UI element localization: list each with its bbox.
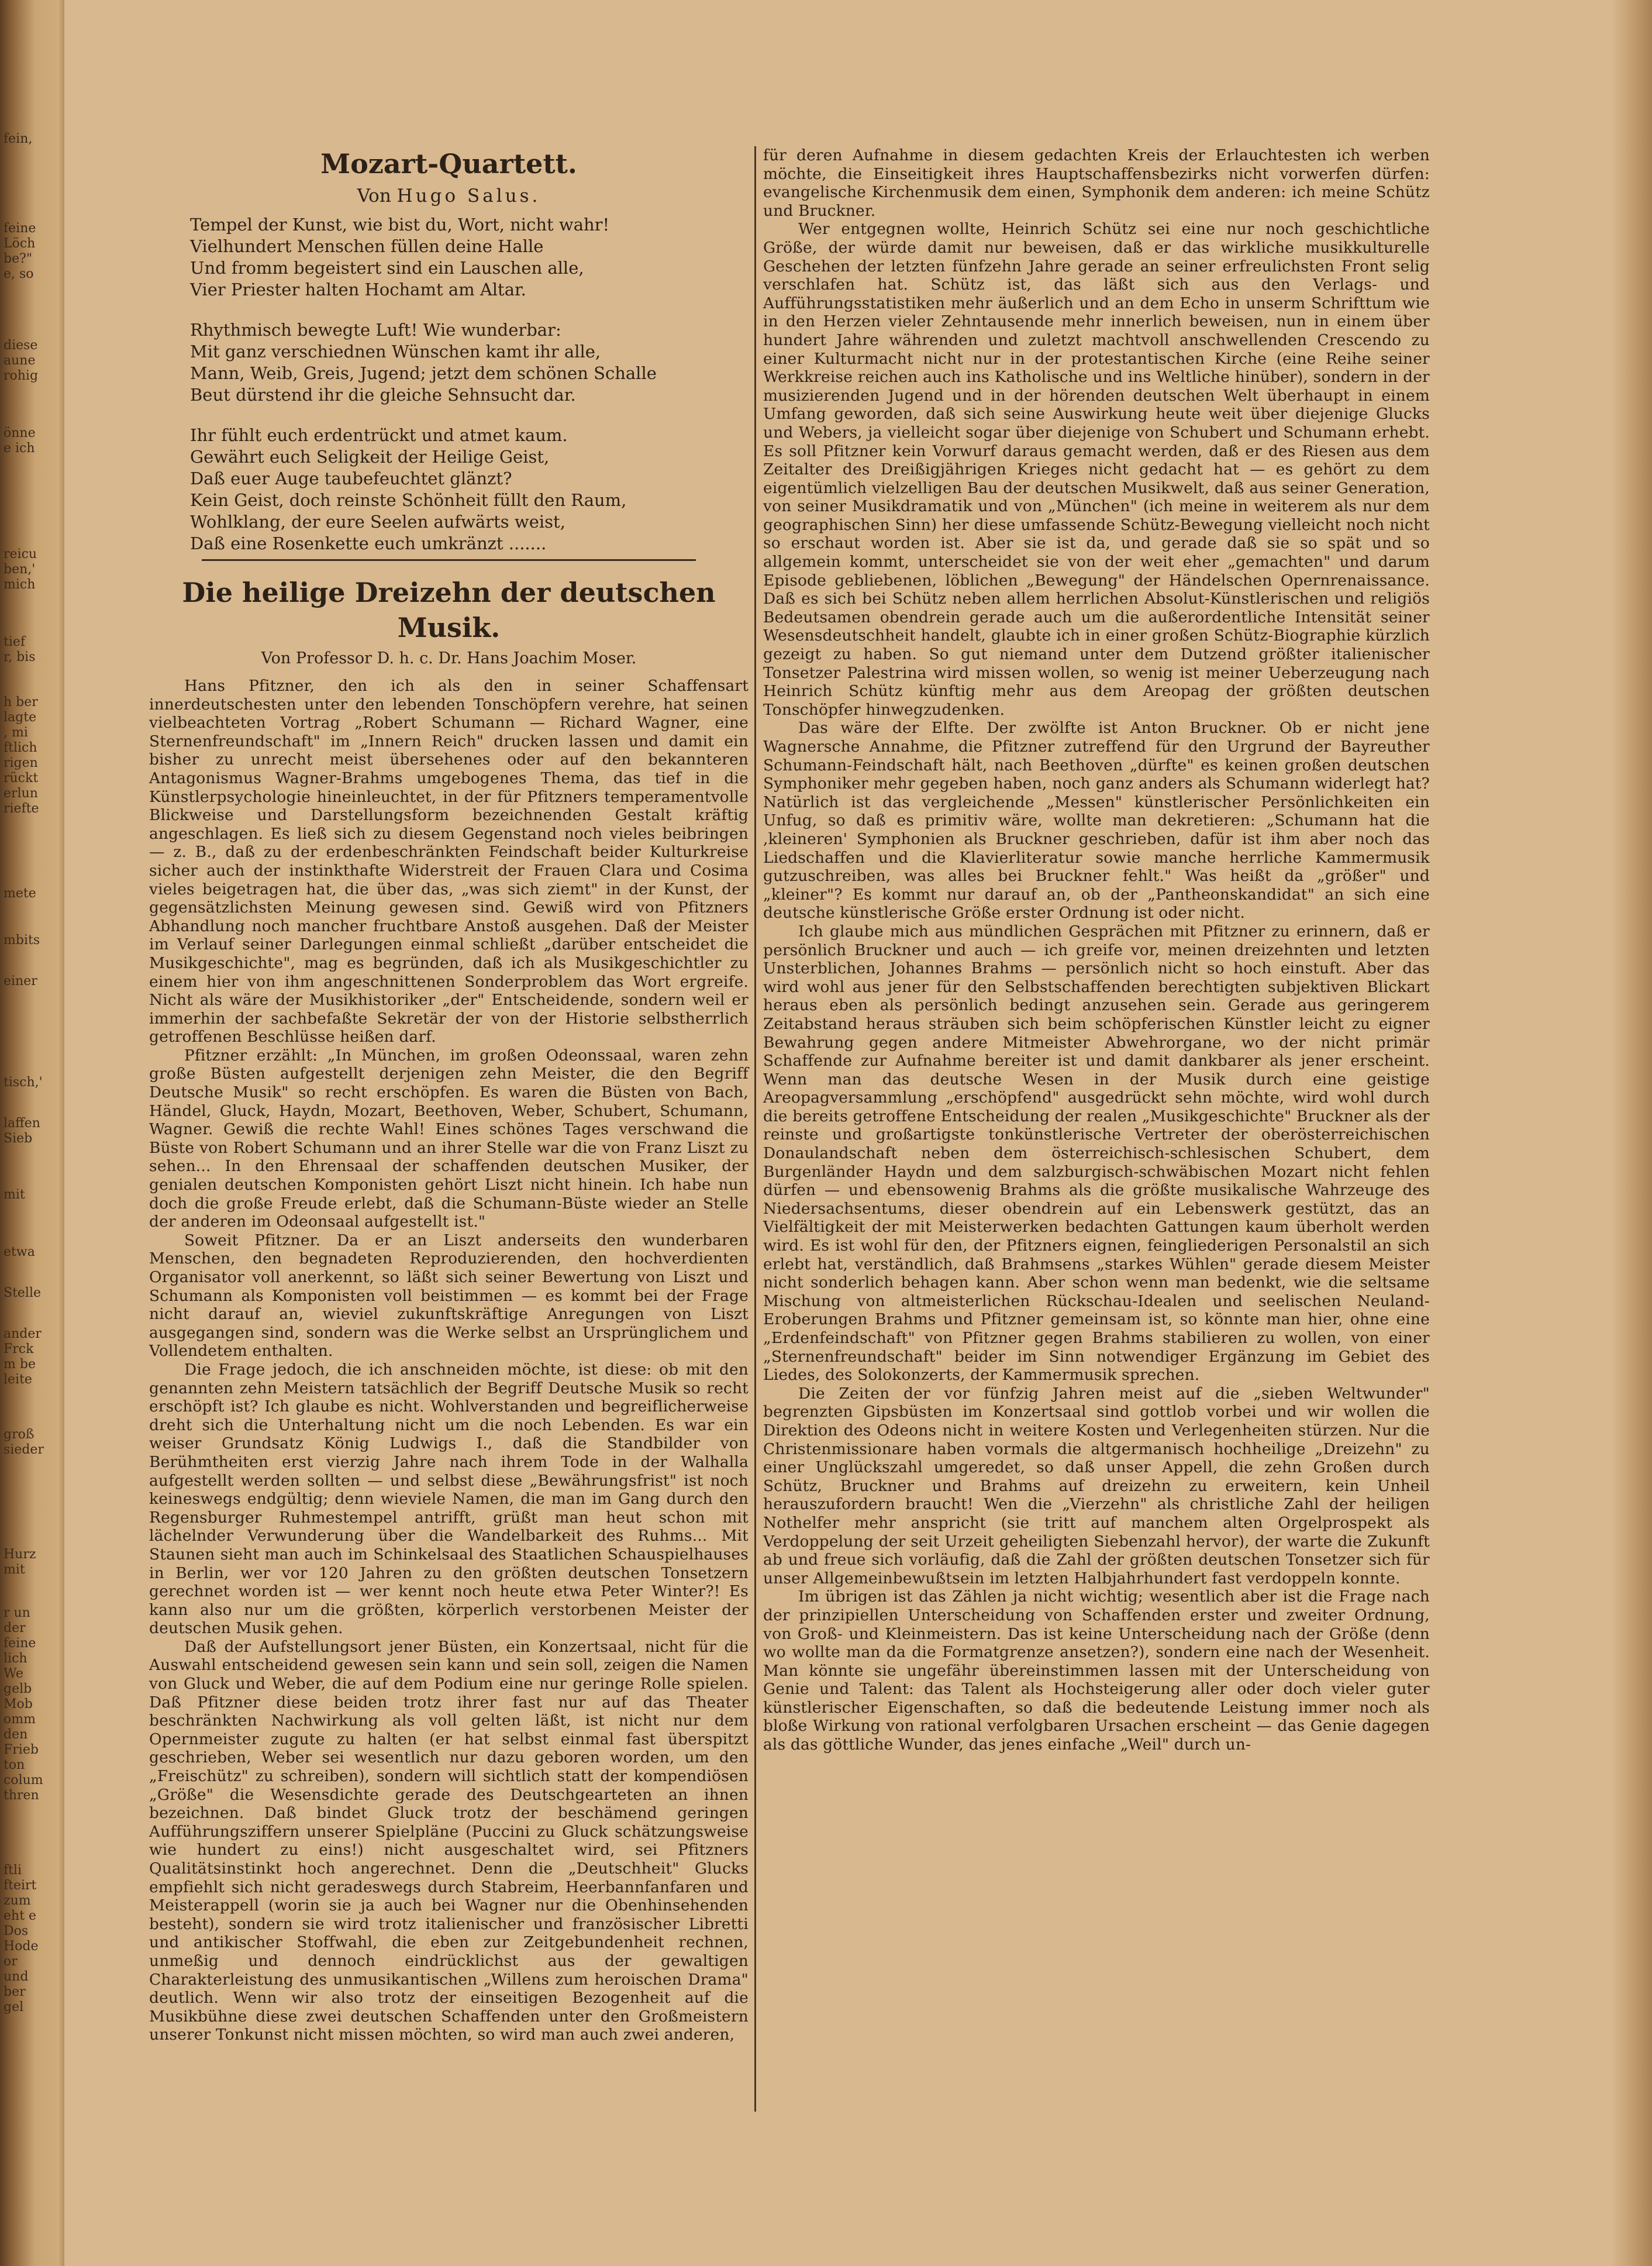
poem-line: Beut dürstend ihr die gleiche Sehnsucht dar. [190,385,576,405]
poem-line: Vielhundert Menschen füllen deine Halle [190,236,544,256]
poem-line: Daß eine Rosenkette euch umkränzt ....... [190,533,547,553]
gutter-fragment: önne e ich [4,426,36,456]
gutter-fragment: etwa [4,1245,35,1259]
paragraph: Das wäre der Elfte. Der zwölfte ist Anton Bruckner. Ob er nicht jene Wagnersche Annahme, die Pfitzner zutreffend für den Urgrund der Bayreuther Schumann-Feindschaft hält, nach Beethoven „dürfte" es keinen großen deutschen Symphoniker mehr gegeben haben, noch ganz anders als Schumann widerlegt hat? Natürlich ist das vergleichende „Messen" künstlerischer Persönlichkeiten ein Unfug, so daß es primitiv wäre, wollte man dekretieren: „Schumann hat die ,kleineren' Symphonien als Bruckner geschrieben, dafür ist ihm aber noch das Liedschaffen und die Klavierliteratur sowie manche herrliche Kammermusik gutzuschreiben, was alles bei Bruckner fehlt." Was heißt da „größer" und „kleiner"? Es kommt nur darauf an, ob der „Pantheonskandidat" an sich eine deutsche künstlerische Größe erster Ordnung ist oder nicht. [763,719,1430,922]
poem-stanza [190,319,749,406]
byline-prefix: Von [357,185,391,206]
gutter-fragment: laffen Sieb [4,1116,40,1146]
poem-stanza [190,425,749,555]
poem-line: Und fromm begeistert sind ein Lauschen alle, [190,258,584,278]
gutter-fragment: mete [4,886,36,901]
poem-line: Tempel der Kunst, wie bist du, Wort, nicht wahr! [190,215,610,235]
gutter-fragment: tief r, bis [4,635,36,664]
left-column [149,146,749,2044]
gutter-fragment: ftli fteirt zum eht e Dos Hode or und ber gel [4,1863,39,2014]
article-body-right [763,146,1430,1754]
gutter-fragment: einer [4,974,37,989]
gutter-fragment: r un der feine lich We gelb Mob omm den Frieb ton colum thren [4,1606,43,1803]
gutter-fragment: ander Frck m be leite [4,1327,42,1387]
paragraph: Die Frage jedoch, die ich anschneiden möchte, ist diese: ob mit den genannten zehn Meistern tatsächlich der Begriff Deutsche Musik so recht erschöpft ist? Ich glaube es nicht. Wohlverstanden und begreiflicherweise dreht sich die Unterhaltung nicht um die noch Lebenden. Es war ein weiser Grundsatz König Ludwigs I., daß die Standbilder von Berühmtheiten erst vierzig Jahre nach ihrem Tode in der Walhalla aufgestellt werden sollten — und selbst diese „Bewährungsfrist" ist noch keineswegs endgültig; denn wieviele Namen, die man im Gang durch den Regensburger Ruhmestempel antrifft, grüßt man heut schon mit lächelnder Verwunderung über die Wandelbarkeit des Ruhms... Mit Staunen sieht man auch im Schinkelsaal des Staatlichen Schauspielhauses in Berlin, wer vor 120 Jahren zu den größten deutschen Tonsetzern gerechnet worden ist — wer kennt noch heute etwa Peter Winter?! Es kann also nur um die größten, körperlich verstorbenen Meister der deutschen Musik gehen. [149,1360,749,1638]
right-column [763,146,1430,1754]
poem-line: Daß euer Auge taubefeuchtet glänzt? [190,469,512,488]
adjacent-page-gutter [0,0,64,2266]
paragraph: Daß der Aufstellungsort jener Büsten, ein Konzertsaal, nicht für die Auswahl entscheidend gewesen sein kann und sein soll, zeigen die Namen von Gluck und Weber, die auf dem Podium eine nur geringe Rolle spielen. Daß Pfitzner diese beiden trotz ihrer fast nur auf das Theater beschränkten Nachwirkung als voll gelten läßt, ist nicht nur dem Opernmeister zugute zu halten (er hat selbst einmal fast überspitzt geschrieben, Weber sei wesentlich nur dazu geboren worden, um den „Freischütz" zu schreiben), sondern will sichtlich statt der kompendiösen „Größe" die Wesensdichte gerade des Deutschgearteten an ihnen bezeichnen. Daß bindet Gluck trotz der beschämend geringen Aufführungsziffern unserer Spielpläne (Puccini zu Gluck schätzungsweise wie hundert zu eins!) nicht ausgeschaltet wird, sei Pfitzners Qualitätsinstinkt hoch angerechnet. Denn die „Deutschheit" Glucks empfiehlt sich nicht geradeswegs durch Stabreim, Heerbannfanfaren und Meisterappell (worin sie ja auch bei Wagner nur die Obenhinsehenden besteht), sondern sie wird trotz italienischer und französischer Libretti und antikischer Stoffwahl, die eben zur Zeitgebundenheit rechnen, unmeßig und dennoch eindrücklichst aus der gewaltigen Charakterleistung des unmusikantischen „Willens zum heroischen Drama" deutlich. Wenn wir also trotz der einseitigen Bezogenheit auf die Musikbühne diese zwei deutschen Schaffenden unter den Großmeistern unserer Tonkunst nicht missen möchten, so wird man auch zwei anderen, [149,1637,749,2044]
gutter-fragment: feine Löch be?" e, so [4,221,36,281]
paragraph: Soweit Pfitzner. Da er an Liszt anderseits den wunderbaren Menschen, den begnadeten Reproduzierenden, den hochverdienten Organisator voll anerkennt, so läßt sich seiner Bewertung von Liszt und Schumann als Komponisten voll beistimmen — es kommt bei der Frage nicht darauf an, wieviel zukunftskräftige Anregungen von Liszt ausgegangen sind, sondern was die Werke selbst an Ursprünglichem und Vollendetem enthalten. [149,1231,749,1361]
poem-byline [149,184,749,208]
column-divider [754,146,756,2112]
poem-line: Vier Priester halten Hochamt am Altar. [190,280,526,299]
gutter-fragment: groß sieder [4,1427,44,1457]
paragraph: Die Zeiten der vor fünfzig Jahren meist auf die „sieben Weltwunder" begrenzten Gipsbüsten im Konzertsaal sind gottlob vorbei und wir wollen die Direktion des Odeons nicht in weitere Kosten und Verlegenheiten stürzen. Nur die Christenmissionare haben vormals die altgermanisch hochheilige „Dreizehn" zu einer Unglückszahl umgeredet, so daß unser Appell, die zehn Großen durch Schütz, Bruckner und Brahms auf dreizehn zu erweitern, kein Unheil herauszufordern braucht! Wen die „Vierzehn" als christliche Zahl der heiligen Nothelfer mehr anspricht (sie tritt auf manchem alten Orgelprospekt als Verdoppelung der seit Urzeit geheiligten Siebenzahl hervor), der warte die Zukunft ab und freue sich vorläufig, daß die Zahl der größten deutschen Tonsetzer sich für unser Allgemeinbewußtsein im letzten Halbjahrhundert fast verdoppeln konnte. [763,1384,1430,1587]
gutter-fragment: Hurz mit [4,1547,36,1577]
poem-line: Mit ganz verschiednen Wünschen kamt ihr alle, [190,342,601,361]
paragraph: für deren Aufnahme in diesem gedachten Kreis der Erlauchtesten ich werben möchte, die Einseitigkeit ihres Hauptschaffensbezirks nicht vorwerfen dürfen: evangelische Kirchenmusik dem einen, Symphonik dem anderen: ich meine Schütz und Bruckner. [763,146,1430,220]
poem [190,214,749,555]
poem-title: Mozart-Quartett. [320,148,577,180]
poem-line: Rhythmisch bewegte Luft! Wie wunderbar: [190,320,561,340]
paragraph: Ich glaube mich aus mündlichen Gesprächen mit Pfitzner zu erinnern, daß er persönlich Bruckner und auch — ich greife vor, meinen dreizehnten und letzten Unsterblichen, Johannes Brahms — persönlich nicht so hoch einstuft. Aber das wird wohl aus jener für den Selbstschaffenden berechtigten subjektiven Blickart heraus eben als persönlich bedingt anzusehen sein. Gerade aus geringerem Zeitabstand heraus sträuben sich beim schöpferischen Künstler leicht zu eigner Bewahrung gegen andere Mitmeister Abwehrorgane, wo der nicht primär Schaffende zur Aufnahme bereiter ist und damit dankbarer als jener erscheint. Wenn man das deutsche Wesen in der Musik durch eine geistige Areopagversammlung „erschöpfend" ausgedrückt sehn möchte, wird wohl durch die bereits getroffene Entscheidung der realen „Musikgeschichte" Bruckner als der reinste und großartigste tonkünstlerische Vertreter der oberösterreichischen Donaulandschaft neben dem österreichisch-schlesischen Schubert, dem Burgenländer Haydn und dem salzburgisch-schwäbischen Mozart nicht fehlen dürfen — und ebensowenig Brahms als die größte musikalische Wahrzeuge des Niedersachsentums, dieser obendrein auf ein Lebenswerk gestützt, das an Vielfältigkeit der mit Meisterwerken bedachten Gattungen kaum überholt werden wird. Es ist wohl für den, der Pfitzners eignen, feingliederigen Personalstil an sich erlebt hat, verständlich, daß Brahmsens „starkes Wühlen" gerade diesem Meister nicht sonderlich behagen kann. Aber schon wenn man bedenkt, wie die seltsame Mischung von altmeisterlichen Rückschau-Idealen und seelischen Neuland-Eroberungen Brahms und Pfitzner gemeinsam ist, so könnte man hier, ohne eine „Erdenfeindschaft" von Pfitzner gegen Brahms stabilieren zu wollen, von einer „Sternenfreundschaft" beider im Sinn notwendiger Ergänzung im Gebiet des Liedes, des Solokonzerts, der Kammermusik sprechen. [763,922,1430,1385]
page-edge [1611,0,1652,2266]
article-title: Die heilige Dreizehn der deutschen Musik. [182,577,716,643]
section-rule [202,559,696,561]
paragraph: Wer entgegnen wollte, Heinrich Schütz sei eine nur noch geschichtliche Größe, der würde damit nur beweisen, daß er das wirkliche musikkulturelle Geschehen der letzten fünfzehn Jahre gerade an seiner erfreulichsten Front selig verschlafen hat. Schütz ist, das läßt sich aus den Verlags- und Aufführungsstatistiken mehr äußerlich und an dem Echo in unserm Schrifttum wie in den Herzen vieler Zehntausende mehr innerlich beweisen, nun in einem über hundert Jahre währenden und zuletzt machtvoll anschwellenden Crescendo zu einer Kulturmacht nicht nur in der protestantischen Kirche (eine Reihe seiner Werkkreise reichen auch ins Katholische und ins Weltliche hinüber), sondern in der musizierenden Jugend und in der hörenden deutschen Welt überhaupt in einem Umfang geworden, daß sich seine Auswirkung heute weit über diejenige Glucks und Webers, ja vielleicht sogar über diejenige von Schubert und Schumann erhebt. Es soll Pfitzner kein Vorwurf daraus gemacht werden, daß er des Riesen aus dem Zeitalter des Dreißigjährigen Krieges nicht gedacht hat — es gehört zu dem eigentümlich vielzelligen Bau der deutschen Musikwelt, daß aus seiner Generation, von seiner Musikdramatik und von „München" (ich meine in weiterem als nur dem geographischen Sinn) her diese umfassende Schütz-Bewegung vielleicht noch nicht so erschaut worden ist. Aber sie ist da, und gerade daß sie so spät und so allgemein kommt, unterscheidet sie von der weit eher „gemachten" und darum Episode gebliebenen, löblichen „Bewegung" der Händelschen Opernrenaissance. Daß es sich bei Schütz neben allem herrlichen Absolut-Künstlerischen und religiös Bedeutsamen obendrein gerade auch um die außerordentliche Intensität seiner Wesensdeutschheit handelt, glaubte ich in einer großen Schütz-Biographie kürzlich gezeigt zu haben. So gut niemand unter dem Dutzend größter italienischer Tonsetzer Palestrina wird missen wollen, so wenig ist meiner Ueberzeugung nach Heinrich Schütz künftig mehr aus dem Areopag der größten deutschen Tonschöpfer hinwegzudenken. [763,220,1430,719]
poem-stanza [190,214,749,301]
gutter-fragment: h ber lagte , mi ftlich rigen rückt erlun riefte [4,695,39,816]
gutter-fragment: mbits [4,933,40,948]
poem-line: Ihr fühlt euch erdentrückt und atmet kaum. [190,425,568,445]
gutter-fragment: mit [4,1187,25,1202]
paragraph: Im übrigen ist das Zählen ja nicht wichtig; wesentlich aber ist die Frage nach der prinzipiellen Unterscheidung von Schaffenden erster und zweiter Ordnung, von Groß- und Kleinmeistern. Das ist keine Unterscheidung nach der Größe (denn wo wollte man da die Formatgrenze ansetzen?), sondern eine nach der Wesenheit. Man könnte sie ungefähr übereinstimmen lassen mit der Unterscheidung von Genie und Talent: das Talent als Hochsteigerung aller oder doch vieler guter künstlerischer Eigenschaften, so daß die bedeutende Leistung immer noch als bloße Wirkung von rational verfolgbaren Ursachen erscheint — das Genie dagegen als das göttliche Wunder, das jenes einfache „Weil" durch un- [763,1587,1430,1754]
gutter-fragment: fein, [4,132,33,146]
poem-line: Wohlklang, der eure Seelen aufwärts weist, [190,512,565,532]
paragraph: Hans Pfitzner, den ich als den in seiner Schaffensart innerdeutschesten unter den lebenden Tonschöpfern verehre, hat seinen vielbeachteten Vortrag „Robert Schumann — Richard Wagner, eine Sternenfreundschaft" im „Innern Reich" drucken lassen und damit ein bisher zu unrecht meist übersehenes oder auf den bekannteren Antagonismus Wagner-Brahms umgebogenes Thema, das tief in die Künstlerpsychologie hineinleuchtet, in der für Pfitzners temperamentvolle Blickweise und Darstellungsform bezeichnenden Gestalt kräftig angeschlagen. Es ließ sich zu diesem Gegenstand noch vieles beibringen — z. B., daß zu der erdenbeschränkten Feindschaft beider Kulturkreise sicher auch der instinkthafte Widerstreit der Frauen Clara und Cosima vieles beigetragen hat, die über das, „was sich ziemt" in der Kunst, der gegensätzlichsten Meinung gewesen sind. Gewiß wird von Pfitzners Abhandlung noch mancher fruchtbare Anstoß ausgehen. Daß der Meister im Verlauf seiner Darlegungen einmal schließt „darüber entscheidet die Musikgeschichte", mag es begründen, daß ich als Musikgeschichtler zu einem hier von ihm angeschnittenen Sonderproblem das Wort ergreife. Nicht als wäre der Musikhistoriker „der" Entscheidende, sondern weil er immerhin der sachbefaßte Sekretär der von der Historie selbstherrlich getroffenen Beschlüsse heißen darf. [149,677,749,1046]
poem-line: Kein Geist, doch reinste Schönheit füllt den Raum, [190,490,627,510]
gutter-fragment: diese aune rohig [4,338,39,383]
gutter-fragment: tisch,' [4,1075,43,1090]
poem-author: Hugo Salus. [396,185,541,206]
gutter-fragment: reicu ben,' mich [4,547,37,592]
gutter-fragment: Stelle [4,1286,42,1300]
poem-line: Gewährt euch Seligkeit der Heilige Geist, [190,447,550,467]
poem-line: Mann, Weib, Greis, Jugend; jetzt dem schönen Schalle [190,363,657,383]
article-byline: Von Professor D. h. c. Dr. Hans Joachim Moser. [261,649,637,667]
paragraph: Pfitzner erzählt: „In München, im großen Odeonssaal, waren zehn große Büsten aufgestellt derjenigen zehn Meister, die den Begriff Deutsche Musik" so recht erschöpfen. Es waren die Büsten von Bach, Händel, Gluck, Haydn, Mozart, Beethoven, Weber, Schubert, Schumann, Wagner. Gewiß die rechte Wahl! Eines schönes Tages verschwand die Büste von Robert Schumann und an ihrer Stelle war die von Franz Liszt zu sehen... In den Ehrensaal der schaffenden deutschen Musiker, der genialen deutschen Komponisten gehört Liszt nicht hinein. Ich habe nun doch die große Freude erlebt, daß die Schumann-Büste wieder an Stelle der anderen im Odeonsaal aufgestellt ist." [149,1046,749,1231]
article-body-left [149,677,749,2044]
